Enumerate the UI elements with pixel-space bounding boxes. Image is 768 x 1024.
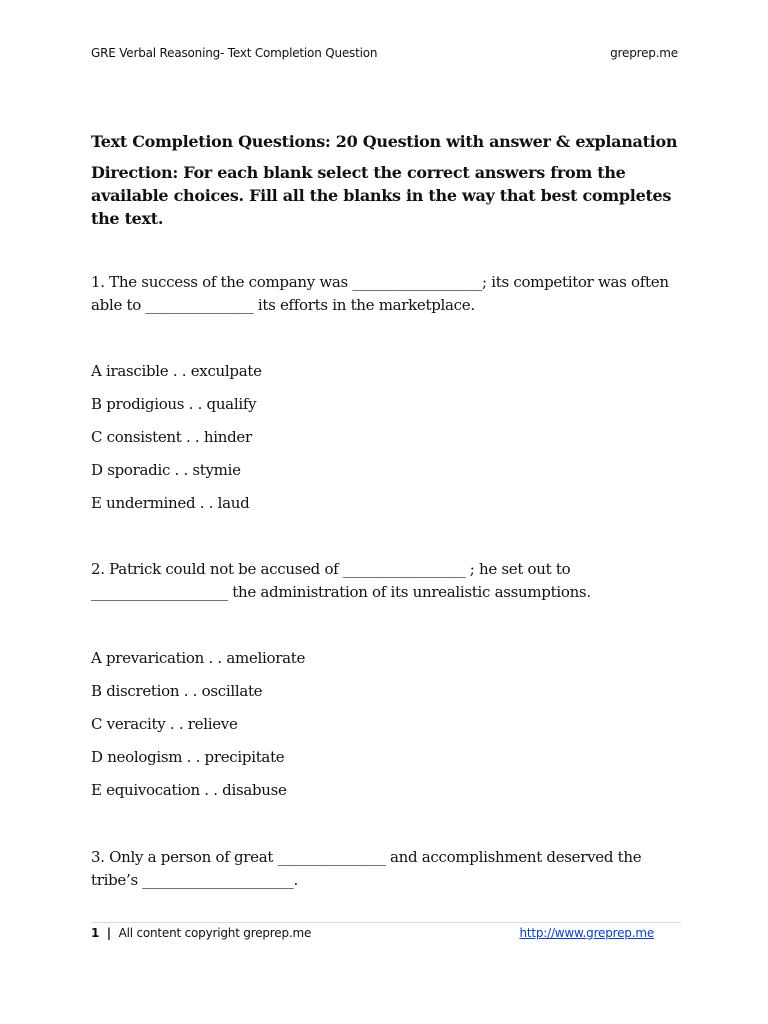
page-number: 1: [91, 926, 100, 940]
footer-separator: |: [106, 926, 111, 940]
question-2-options: [91, 647, 691, 812]
question-2-option-d[interactable]: D neologism . . precipitate: [91, 748, 285, 766]
directions-text: Direction: For each blank select the correct answers from the available choices. Fill all the blanks in the way that best completes the text.: [91, 163, 672, 228]
question-2-option-c[interactable]: C veracity . . relieve: [91, 715, 238, 733]
question-2-option-b[interactable]: B discretion . . oscillate: [91, 682, 263, 700]
question-2-text: 2. Patrick could not be accused of _________________ ; he set out to ___________________ the administration of its unrealistic assumptions.: [91, 560, 591, 601]
question-2-option-e[interactable]: E equivocation . . disabuse: [91, 781, 287, 799]
page-footer: [91, 926, 654, 940]
question-1-option-d[interactable]: D sporadic . . stymie: [91, 461, 241, 479]
question-1-option-e[interactable]: E undermined . . laud: [91, 494, 250, 512]
document-title: Text Completion Questions: 20 Question with answer & explanation: [91, 132, 678, 151]
question-1-option-c[interactable]: C consistent . . hinder: [91, 428, 252, 446]
question-3-text: 3. Only a person of great _______________ and accomplishment deserved the tribe’s _____________________.: [91, 848, 642, 889]
question-1-option-b[interactable]: B prodigious . . qualify: [91, 395, 257, 413]
header-site: greprep.me: [610, 46, 678, 60]
question-2-option-a[interactable]: A prevarication . . ameliorate: [91, 649, 306, 667]
document-body: [91, 132, 691, 892]
header-title: GRE Verbal Reasoning- Text Completion Question: [91, 46, 378, 60]
footer-divider: [91, 922, 681, 923]
question-1-options: [91, 360, 691, 525]
page-header: [91, 46, 678, 60]
question-1-text: 1. The success of the company was __________________; its competitor was often able to _______________ its efforts in the marketplace.: [91, 273, 669, 314]
website-link[interactable]: http://www.greprep.me: [519, 926, 654, 940]
copyright-text: All content copyright greprep.me: [118, 926, 312, 940]
question-1-option-a[interactable]: A irascible . . exculpate: [91, 362, 262, 380]
footer-left: [91, 926, 311, 940]
